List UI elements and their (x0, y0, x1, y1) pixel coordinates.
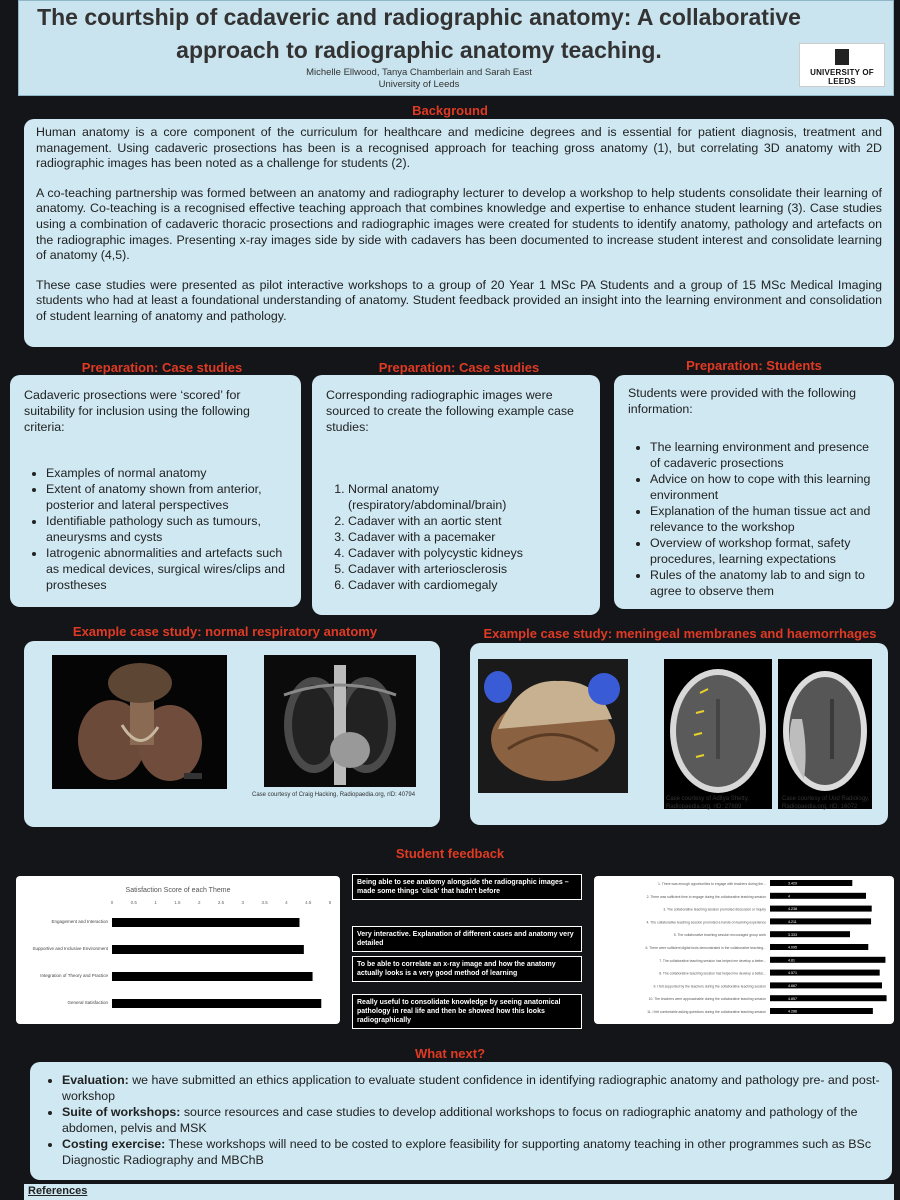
satisfaction-chart-svg (16, 876, 340, 1024)
prep2-item: 3. Cadaver with a pacemaker (348, 529, 586, 545)
chest-xray-image (264, 655, 416, 787)
question-bar (770, 970, 880, 976)
whatnext-list (42, 1072, 880, 1168)
question-value-label: 4.667 (788, 984, 797, 988)
x-tick-label: 4.5 (305, 900, 312, 905)
whatnext-item-text: source resources and case studies to develop additional workshops to focus on radiographic anatomy and pathology of the abdomen, pelvis and MSK (62, 1105, 858, 1135)
title-banner (18, 0, 894, 96)
prep-case-box-1 (10, 375, 301, 607)
case2-caption-1: Case courtesy of Aditya Shetty, Radiopaedia.org, rID: 27889 (666, 796, 749, 810)
poster-title (29, 1, 809, 67)
question-bar (770, 1008, 873, 1014)
satisfaction-chart (16, 876, 340, 1024)
whatnext-item-label: Suite of workshops: (62, 1105, 181, 1119)
prep1-intro: Cadaveric prosections were ‘scored’ for suitability for inclusion using the following criteria: (24, 388, 250, 434)
prep2-intro: Corresponding radiographic images were sourced to create the following example case studies: (326, 388, 574, 434)
case2-caption-2: Case courtesy of Uod Radiology, Radiopaedia.org, rID: 16072 (782, 796, 870, 810)
question-value-label: 4.286 (788, 1009, 797, 1014)
category-label: Integration of Theory and Practice (40, 973, 108, 978)
x-tick-label: 2 (197, 900, 201, 905)
title-line-2: approach to radiographic anatomy teaching. (176, 37, 662, 63)
question-value-label: 4.81 (788, 958, 795, 963)
category-label: General Satisfaction (67, 1000, 108, 1005)
x-tick-label: 4 (285, 900, 288, 905)
ct-scan-right (778, 659, 872, 809)
prep2-item: 1. Normal anatomy (respiratory/abdominal/brain) (348, 481, 586, 513)
question-value-label: 4 (788, 894, 790, 899)
prep2-item: 6. Cadaver with cardiomegaly (348, 577, 586, 593)
whatnext-item-label: Costing exercise: (62, 1137, 166, 1151)
prep3-list (628, 439, 880, 599)
prep2-item: 4. Cadaver with polycystic kidneys (348, 545, 586, 561)
prep3-item: • Rules of the anatomy lab to and sign to agree to observe them (650, 567, 880, 599)
references-heading: References (28, 1185, 88, 1197)
question-bar (770, 880, 852, 886)
question-value-label: 4.095 (788, 945, 797, 950)
whatnext-item-text: These workshops will need to be costed to explore feasibility for supporting anatomy teaching in other programmes such as BSc Diagnostic Radiography and MBChB (62, 1137, 872, 1167)
title-line-1: The courtship of cadaveric and radiographic anatomy: A collaborative (37, 4, 801, 30)
background-heading: Background (412, 103, 488, 118)
x-tick-label: 3.5 (261, 900, 268, 905)
question-value-label: 4.238 (788, 907, 797, 912)
whatnext-heading: What next? (414, 1046, 486, 1061)
whatnext-item (62, 1104, 880, 1136)
case1-caption: Case courtesy of Craig Hacking, Radiopaedia.org, rID: 40794 (252, 792, 416, 798)
question-bar (770, 893, 866, 899)
x-tick-label: 0 (110, 900, 114, 905)
question-label: 7. The collaborative teaching session has helped me develop a better... (659, 958, 766, 963)
prep3-intro: Students were provided with the following information: (628, 386, 856, 416)
question-label: 2. There was sufficient time to engage during the collaborative teaching session (646, 894, 766, 899)
question-value-label: 4.571 (788, 971, 797, 976)
question-scores-chart-svg (594, 876, 894, 1024)
whatnext-item-text: we have submitted an ethics application to evaluate student confidence in identifying radiographic anatomy and pathology pre- and post-workshop (62, 1073, 880, 1103)
question-label: 8. The collaborative teaching session has helped me develop a better... (659, 971, 766, 976)
whatnext-item (62, 1072, 880, 1104)
satisfaction-bar (112, 999, 321, 1008)
prep1-item: • Identifiable pathology such as tumours, aneurysms and cysts (46, 513, 287, 545)
prep-case-heading-1: Preparation: Case studies (81, 360, 243, 375)
question-label: 1. There was enough opportunities to engage with teachers during the... (658, 882, 766, 886)
prep-case-heading-2: Preparation: Case studies (378, 360, 540, 375)
question-scores-chart (594, 876, 894, 1024)
question-bar (770, 944, 868, 950)
prep2-list (326, 481, 586, 593)
background-paragraph-2: A co-teaching partnership was formed between an anatomy and radiography lecturer to develop a workshop to help students consolidate their learning of anatomy. Co-teaching is a recognised effective teaching approach that combines knowledge and expertise to enhance student learning (3). Case studies using a combination of cadaveric thoracic prosections and radiographic images were created for students to identify anatomy, pathology and artefacts on the radiographic images. Presenting x-ray images side by side with cadavers has been documented to increase student interest and consolidate learning of anatomy (4,5). (36, 185, 882, 263)
x-tick-label: 3 (241, 900, 245, 905)
prep-students-heading: Preparation: Students (686, 358, 822, 373)
category-label: Engagement and Interaction (51, 919, 108, 924)
university-logo (799, 43, 885, 87)
case2-box (470, 643, 888, 825)
category-label: Supportive and Inclusive Environment (32, 946, 108, 951)
case1-heading: Example case study: normal respiratory anatomy (72, 624, 378, 639)
question-label: 5. The collaborative teaching session encouraged group work (673, 933, 766, 938)
satisfaction-bar (112, 972, 313, 981)
x-tick-label: 0.5 (130, 900, 137, 905)
question-bar (770, 931, 850, 937)
prep1-list (24, 465, 287, 593)
prep3-item: • Explanation of the human tissue act and relevance to the workshop (650, 503, 880, 535)
case1-box (24, 641, 440, 827)
question-bar (770, 982, 882, 988)
brain-meninges-photo (478, 659, 628, 793)
feedback-quote-3: To be able to correlate an x-ray image and how the anatomy actually looks is a very good method of learning (352, 956, 582, 982)
prep-case-box-2 (312, 375, 600, 615)
feedback-heading: Student feedback (395, 846, 505, 861)
background-paragraph-3: These case studies were presented as pilot interactive workshops to a group of 20 Year 1 MSc PA Students and a group of 15 MSc Medical Imaging students who had at least a foundational understanding of anatomy. Student feedback provided an insight into the learning environment and consolidation of student learning of anatomy and pathology. (36, 277, 882, 323)
prep1-item: • Iatrogenic abnormalities and artefacts such as medical devices, surgical wires/clips and prostheses (46, 545, 287, 593)
question-value-label: 4.211 (788, 920, 797, 924)
background-paragraph-1: Human anatomy is a core component of the curriculum for healthcare and medicine degrees and is essential for patient diagnosis, treatment and management. Using cadaveric prosections has been is a recognised approach for teaching gross anatomy (1), but correlating 3D anatomy with 2D radiographic images has been noted as a challenge for students (2). (36, 125, 882, 171)
question-bar (770, 906, 872, 912)
feedback-quote-2: Very interactive. Explanation of different cases and anatomy very detailed (352, 926, 582, 952)
question-label: 9. I felt supported by the teachers during the collaborative teaching session (653, 984, 766, 989)
affiliation: University of Leeds (378, 79, 460, 90)
whatnext-item-label: Evaluation: (62, 1073, 129, 1087)
cadaver-thorax-photo (52, 655, 227, 789)
feedback-quote-4: Really useful to consolidate knowledge by seeing anatomical pathology in real life and then be showed how this looks radiographically (352, 994, 582, 1029)
prep2-item: 2. Cadaver with an aortic stent (348, 513, 586, 529)
prep-students-box (614, 375, 894, 609)
x-tick-label: 2.5 (217, 900, 225, 905)
prep3-item: • Overview of workshop format, safety procedures, learning expectations (650, 535, 880, 567)
x-tick-label: 1.5 (174, 900, 181, 905)
authors: Michelle Ellwood, Tanya Chamberlain and Sarah East (306, 67, 532, 78)
chart-title: Satisfaction Score of each Theme (125, 887, 231, 894)
whatnext-item (62, 1136, 880, 1168)
crest-icon (835, 49, 849, 65)
x-tick-label: 1 (154, 900, 157, 905)
question-label: 4. The collaborative teaching session promoted a hands-on learning experience (646, 920, 766, 925)
prep2-item: 5. Cadaver with arteriosclerosis (348, 561, 586, 577)
author-block (29, 67, 809, 91)
question-value-label: 4.857 (788, 996, 797, 1001)
question-value-label: 3.429 (788, 881, 797, 886)
prep1-item: • Extent of anatomy shown from anterior, posterior and lateral perspectives (46, 481, 287, 513)
case2-heading: Example case study: meningeal membranes and haemorrhages (483, 626, 877, 641)
prep3-item: • Advice on how to cope with this learning environment (650, 471, 880, 503)
question-label: 6. There were sufficient digital tools demonstrated in the collaborative teaching... (645, 946, 766, 950)
feedback-quote-1: Being able to see anatomy alongside the radiographic images – made some things 'click' that hadn't before (352, 874, 582, 900)
question-label: 11. I felt comfortable asking questions during the collaborative teaching session (647, 1010, 766, 1014)
satisfaction-bar (112, 945, 304, 954)
question-label: 3. The collaborative teaching session promoted discussion or inquiry (663, 907, 766, 912)
satisfaction-bar (112, 918, 299, 927)
prep1-item: • Examples of normal anatomy (46, 465, 287, 481)
x-tick-label: 5 (328, 900, 332, 905)
references-bar (24, 1184, 894, 1200)
prep3-item: • The learning environment and presence of cadaveric prosections (650, 439, 880, 471)
background-box (24, 119, 894, 347)
question-label: 10. The teachers were approachable during the collaborative teaching session (648, 997, 766, 1002)
whatnext-box (30, 1062, 892, 1180)
question-value-label: 3.333 (788, 932, 797, 937)
question-bar (770, 918, 871, 924)
ct-scan-left (664, 659, 772, 809)
logo-text: UNIVERSITY OF LEEDS (810, 68, 874, 86)
